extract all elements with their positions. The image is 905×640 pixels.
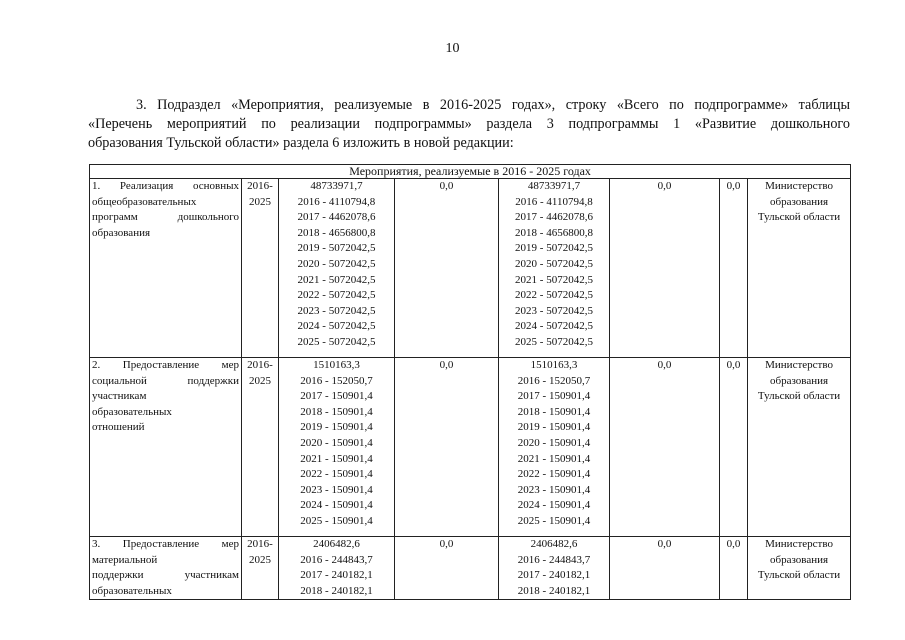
- measure-name-cell: [90, 358, 242, 537]
- regional-budget-cell-line: 2016 - 244843,7: [517, 553, 591, 566]
- period-cell-line: 2025: [249, 553, 271, 566]
- period-cell-line: 2025: [249, 374, 271, 387]
- intro-paragraph: [88, 96, 850, 153]
- total-funding-cell-line: 1510163,3: [313, 359, 360, 371]
- regional-budget-cell-line: 2016 - 152050,7: [517, 374, 591, 387]
- table-header-row: [90, 165, 851, 179]
- total-funding-cell-line: 2025 - 150901,4: [300, 514, 373, 527]
- measure-name-cell: [90, 179, 242, 358]
- regional-budget-cell-line: 2406482,6: [530, 538, 578, 550]
- executor-cell-line: образования: [770, 195, 829, 208]
- measure-name-cell-line: образовательных: [92, 405, 172, 418]
- total-funding-cell-line: 2023 - 5072042,5: [297, 304, 376, 317]
- total-funding-cell: [279, 537, 395, 600]
- intro-line-3: образования Тульской области» раздела 6 изложить в новой редакции:: [88, 135, 514, 151]
- executor-cell-line: Тульской области: [757, 390, 841, 403]
- regional-budget-cell-line: 2020 - 5072042,5: [515, 257, 593, 270]
- executor-cell-line: образования: [770, 374, 829, 387]
- regional-budget-cell-line: 2020 - 150901,4: [517, 436, 591, 449]
- executor-cell-line: образования: [770, 553, 829, 566]
- total-funding-cell-line: 2021 - 150901,4: [300, 452, 373, 465]
- regional-budget-cell-line: 2016 - 4110794,8: [515, 195, 593, 208]
- table-row: [90, 179, 851, 358]
- measure-name-cell-line: общеобразовательных: [92, 195, 197, 208]
- regional-budget-cell-line: 2021 - 150901,4: [517, 452, 591, 465]
- total-funding-cell-line: 2017 - 150901,4: [300, 390, 373, 403]
- table-body: [90, 165, 851, 600]
- regional-budget-cell-line: 2024 - 5072042,5: [515, 320, 593, 333]
- measure-name-cell: [90, 537, 242, 600]
- total-funding-cell-line: 2024 - 150901,4: [300, 499, 373, 512]
- total-funding-cell-line: 2023 - 150901,4: [300, 483, 373, 496]
- page-number: 10: [445, 41, 460, 56]
- total-funding-cell-line: 2406482,6: [313, 538, 360, 550]
- regional-budget-cell-line: 2018 - 4656800,8: [515, 226, 593, 239]
- intro-line-1: 3. Подраздел «Мероприятия, реализуемые в 2016-2025 годах», строку «Всего по подпрограмме» таблицы: [136, 97, 850, 113]
- regional-budget-cell-line: 2025 - 150901,4: [517, 514, 591, 527]
- regional-budget-cell: [499, 179, 610, 358]
- regional-budget-cell-line: 2018 - 240182,1: [517, 584, 591, 597]
- measure-name-cell-line: социальной поддержки: [92, 374, 239, 387]
- measure-name-cell-line: образовательных: [92, 584, 172, 597]
- measure-name-cell-line: участникам: [92, 390, 147, 403]
- total-funding-cell-line: 2022 - 5072042,5: [297, 289, 376, 302]
- total-funding-cell-line: 2018 - 150901,4: [300, 405, 373, 418]
- regional-budget-cell-line: 48733971,7: [527, 180, 581, 192]
- total-funding-cell-line: 2017 - 240182,1: [300, 569, 373, 582]
- regional-budget-cell-line: 2023 - 5072042,5: [515, 304, 593, 317]
- executor-cell: [748, 537, 851, 600]
- local-budget-cell: 0,0: [610, 358, 720, 537]
- other-sources-cell: 0,0: [720, 537, 748, 600]
- total-funding-cell-line: 2016 - 244843,7: [300, 553, 373, 566]
- regional-budget-cell-line: 1510163,3: [530, 359, 578, 371]
- period-cell: [242, 537, 279, 600]
- total-funding-cell-line: 48733971,7: [310, 180, 363, 192]
- executor-cell: [748, 179, 851, 358]
- regional-budget-cell-line: 2017 - 4462078,6: [515, 211, 593, 224]
- executor-cell-line: Министерство: [765, 359, 833, 371]
- intro-line-2: «Перечень мероприятий по реализации подпрограммы» раздела 3 подпрограммы 1 «Развитие дошкольного: [88, 116, 850, 132]
- executor-cell-line: Министерство: [765, 180, 833, 192]
- federal-budget-cell: 0,0: [395, 358, 499, 537]
- period-cell: [242, 358, 279, 537]
- period-cell-line: 2016-: [247, 359, 273, 371]
- federal-budget-cell: 0,0: [395, 537, 499, 600]
- regional-budget-cell-line: 2022 - 150901,4: [517, 468, 591, 481]
- regional-budget-cell-line: 2021 - 5072042,5: [515, 273, 593, 286]
- measure-name-cell-line: 2. Предоставление мер: [92, 359, 239, 371]
- measures-table: [89, 164, 851, 600]
- total-funding-cell-line: 2018 - 4656800,8: [297, 226, 376, 239]
- table-row: [90, 537, 851, 600]
- regional-budget-cell-line: 2018 - 150901,4: [517, 405, 591, 418]
- other-sources-cell: 0,0: [720, 179, 748, 358]
- regional-budget-cell-line: 2024 - 150901,4: [517, 499, 591, 512]
- measure-name-cell-line: программ дошкольного: [92, 211, 239, 224]
- measure-name-cell-line: отношений: [92, 421, 145, 434]
- regional-budget-cell-line: 2019 - 150901,4: [517, 421, 591, 434]
- total-funding-cell: [279, 179, 395, 358]
- total-funding-cell-line: 2016 - 4110794,8: [297, 195, 376, 208]
- total-funding-cell-line: 2020 - 150901,4: [300, 436, 373, 449]
- measure-name-cell-line: поддержки участникам: [92, 569, 239, 582]
- total-funding-cell-line: 2024 - 5072042,5: [297, 320, 376, 333]
- regional-budget-cell-line: 2017 - 240182,1: [517, 569, 591, 582]
- regional-budget-cell: [499, 537, 610, 600]
- total-funding-cell-line: 2019 - 5072042,5: [297, 242, 376, 255]
- table-row: [90, 358, 851, 537]
- local-budget-cell: 0,0: [610, 179, 720, 358]
- measure-name-cell-line: 1. Реализация основных: [92, 180, 239, 192]
- regional-budget-cell-line: 2019 - 5072042,5: [515, 242, 593, 255]
- table-header: Мероприятия, реализуемые в 2016 - 2025 годах: [90, 165, 851, 179]
- local-budget-cell: 0,0: [610, 537, 720, 600]
- other-sources-cell: 0,0: [720, 358, 748, 537]
- executor-cell-line: Тульской области: [757, 569, 841, 582]
- measure-name-cell-line: образования: [92, 226, 151, 239]
- total-funding-cell-line: 2017 - 4462078,6: [297, 211, 376, 224]
- total-funding-cell-line: 2018 - 240182,1: [300, 584, 373, 597]
- regional-budget-cell: [499, 358, 610, 537]
- total-funding-cell-line: 2021 - 5072042,5: [297, 273, 376, 286]
- total-funding-cell-line: 2025 - 5072042,5: [297, 335, 376, 348]
- federal-budget-cell: 0,0: [395, 179, 499, 358]
- executor-cell: [748, 358, 851, 537]
- executor-cell-line: Тульской области: [757, 211, 841, 224]
- total-funding-cell: [279, 358, 395, 537]
- period-cell-line: 2016-: [247, 538, 273, 550]
- total-funding-cell-line: 2016 - 152050,7: [300, 374, 373, 387]
- total-funding-cell-line: 2019 - 150901,4: [300, 421, 373, 434]
- period-cell-line: 2016-: [247, 180, 273, 192]
- total-funding-cell-line: 2020 - 5072042,5: [297, 257, 376, 270]
- regional-budget-cell-line: 2022 - 5072042,5: [515, 289, 593, 302]
- measure-name-cell-line: 3. Предоставление мер: [92, 538, 239, 550]
- regional-budget-cell-line: 2025 - 5072042,5: [515, 335, 593, 348]
- total-funding-cell-line: 2022 - 150901,4: [300, 468, 373, 481]
- period-cell: [242, 179, 279, 358]
- executor-cell-line: Министерство: [765, 538, 833, 550]
- regional-budget-cell-line: 2017 - 150901,4: [517, 390, 591, 403]
- regional-budget-cell-line: 2023 - 150901,4: [517, 483, 591, 496]
- measure-name-cell-line: материальной: [92, 553, 158, 566]
- period-cell-line: 2025: [249, 195, 271, 208]
